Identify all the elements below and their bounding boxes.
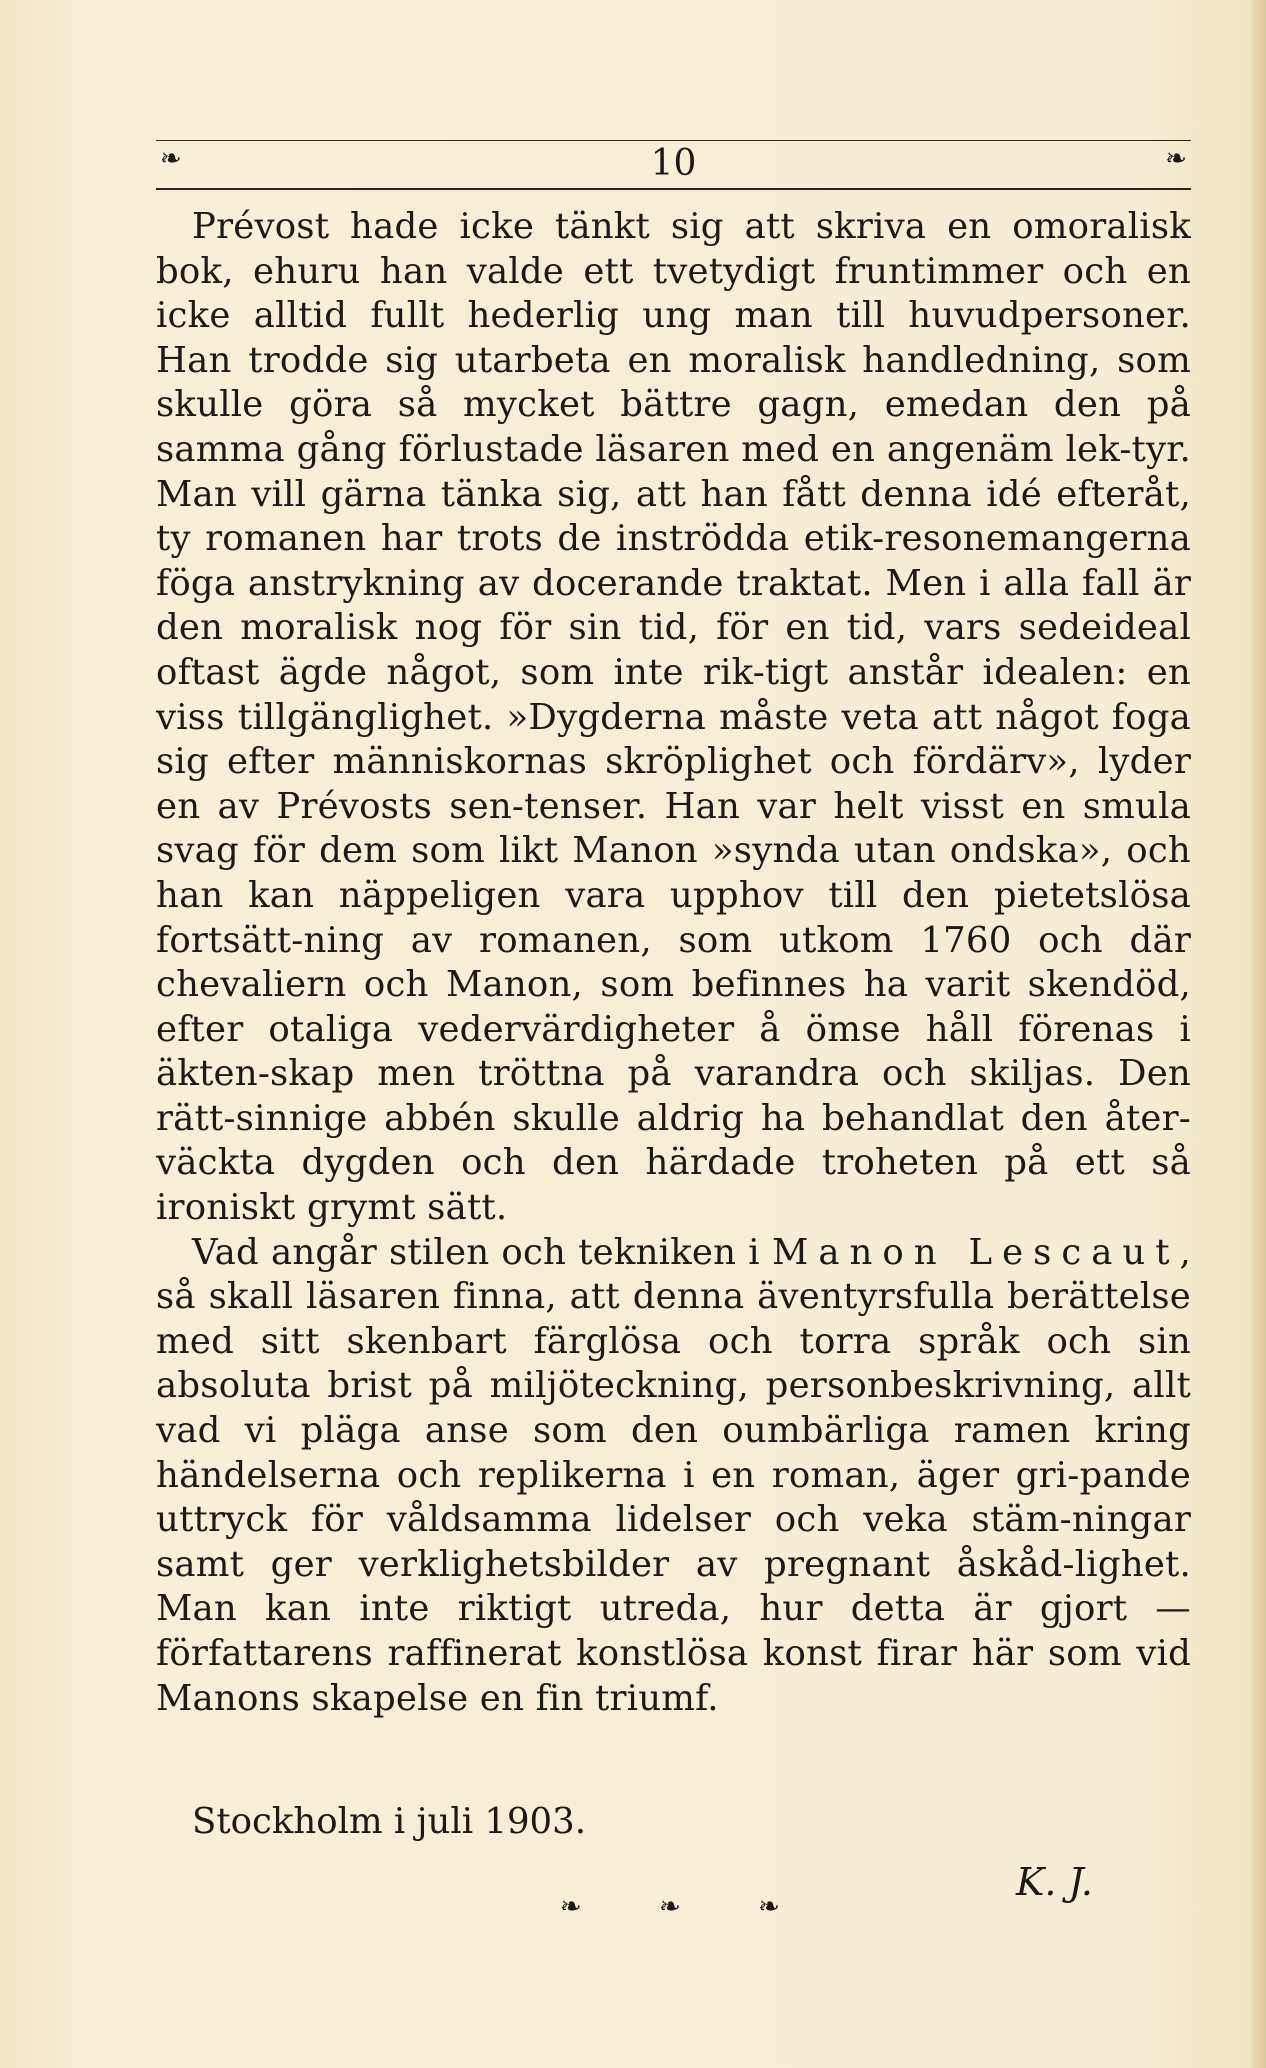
- paragraph-2: [156, 1231, 1191, 1722]
- paragraph-2-rest: , så skall läsaren finna, att denna äventyrsfulla berättelse med sitt skenbart färglösa och torra språk och sin absoluta brist på miljöteckning, personbeskrivning, allt vad vi pläga anse som den oumbärliga ramen kring händelserna och replikerna i en roman, äger gri-pande uttryck för våldsamma lidelser och veka stäm-ningar samt ger verklighetsbilder av pregnant åskåd-lighet. Man kan inte riktigt utreda, hur detta är gjort — författarens raffinerat konstlösa konst firar här som vid Manons skapelse en fin triumf.: [156, 1231, 1191, 1719]
- fleuron-icon: ❧: [560, 1892, 582, 1922]
- paragraph-2-lead: Vad angår stilen och tekniken i: [192, 1231, 772, 1273]
- fleuron-icon: ❧: [758, 1892, 780, 1922]
- signature: K. J.: [1016, 1860, 1093, 1904]
- header-rule-bottom: [156, 188, 1191, 190]
- fleuron-icon: ❧: [160, 144, 182, 174]
- fleuron-icon: ❧: [1165, 144, 1187, 174]
- closing-ornaments: [560, 1892, 780, 1922]
- fleuron-icon: ❧: [659, 1892, 681, 1922]
- header-rule-top: [156, 140, 1191, 141]
- book-title: Manon Lescaut: [771, 1231, 1180, 1273]
- page-header: [156, 140, 1191, 190]
- page-number: 10: [650, 143, 697, 184]
- page-edge: [1252, 0, 1266, 2068]
- body-text: [156, 205, 1191, 1721]
- paragraph-1: Prévost hade icke tänkt sig att skriva en omoralisk bok, ehuru han valde ett tvetydigt fruntimmer och en icke alltid fullt hederlig ung man till huvudpersoner. Han trodde sig utarbeta en moralisk handledning, som skulle göra så mycket bättre gagn, emedan den på samma gång förlustade läsaren med en angenäm lek-tyr. Man vill gärna tänka sig, att han fått denna idé efteråt, ty romanen har trots de inströdda etik-resonemangerna föga anstrykning av docerande traktat. Men i alla fall är den moralisk nog för sin tid, för en tid, vars sedeideal oftast ägde något, som inte rik-tigt anstår idealen: en viss tillgänglighet. »Dygderna måste veta att något foga sig efter människornas skröplighet och fördärv», lyder en av Prévosts sen-tenser. Han var helt visst en smula svag för dem som likt Manon »synda utan ondska», och han kan näppeligen vara upphov till den pietetslösa fortsätt-ning av romanen, som utkom 1760 och där chevaliern och Manon, som befinnes ha varit skendöd, efter otaliga vedervärdigheter å ömse håll förenas i äkten-skap men tröttna på varandra och skiljas. Den rätt-sinnige abbén skulle aldrig ha behandlat den åter-väckta dygden och den härdade troheten på ett så ironiskt grymt sätt.: [156, 206, 1191, 1229]
- place-date: Stockholm i juli 1903.: [192, 1801, 587, 1842]
